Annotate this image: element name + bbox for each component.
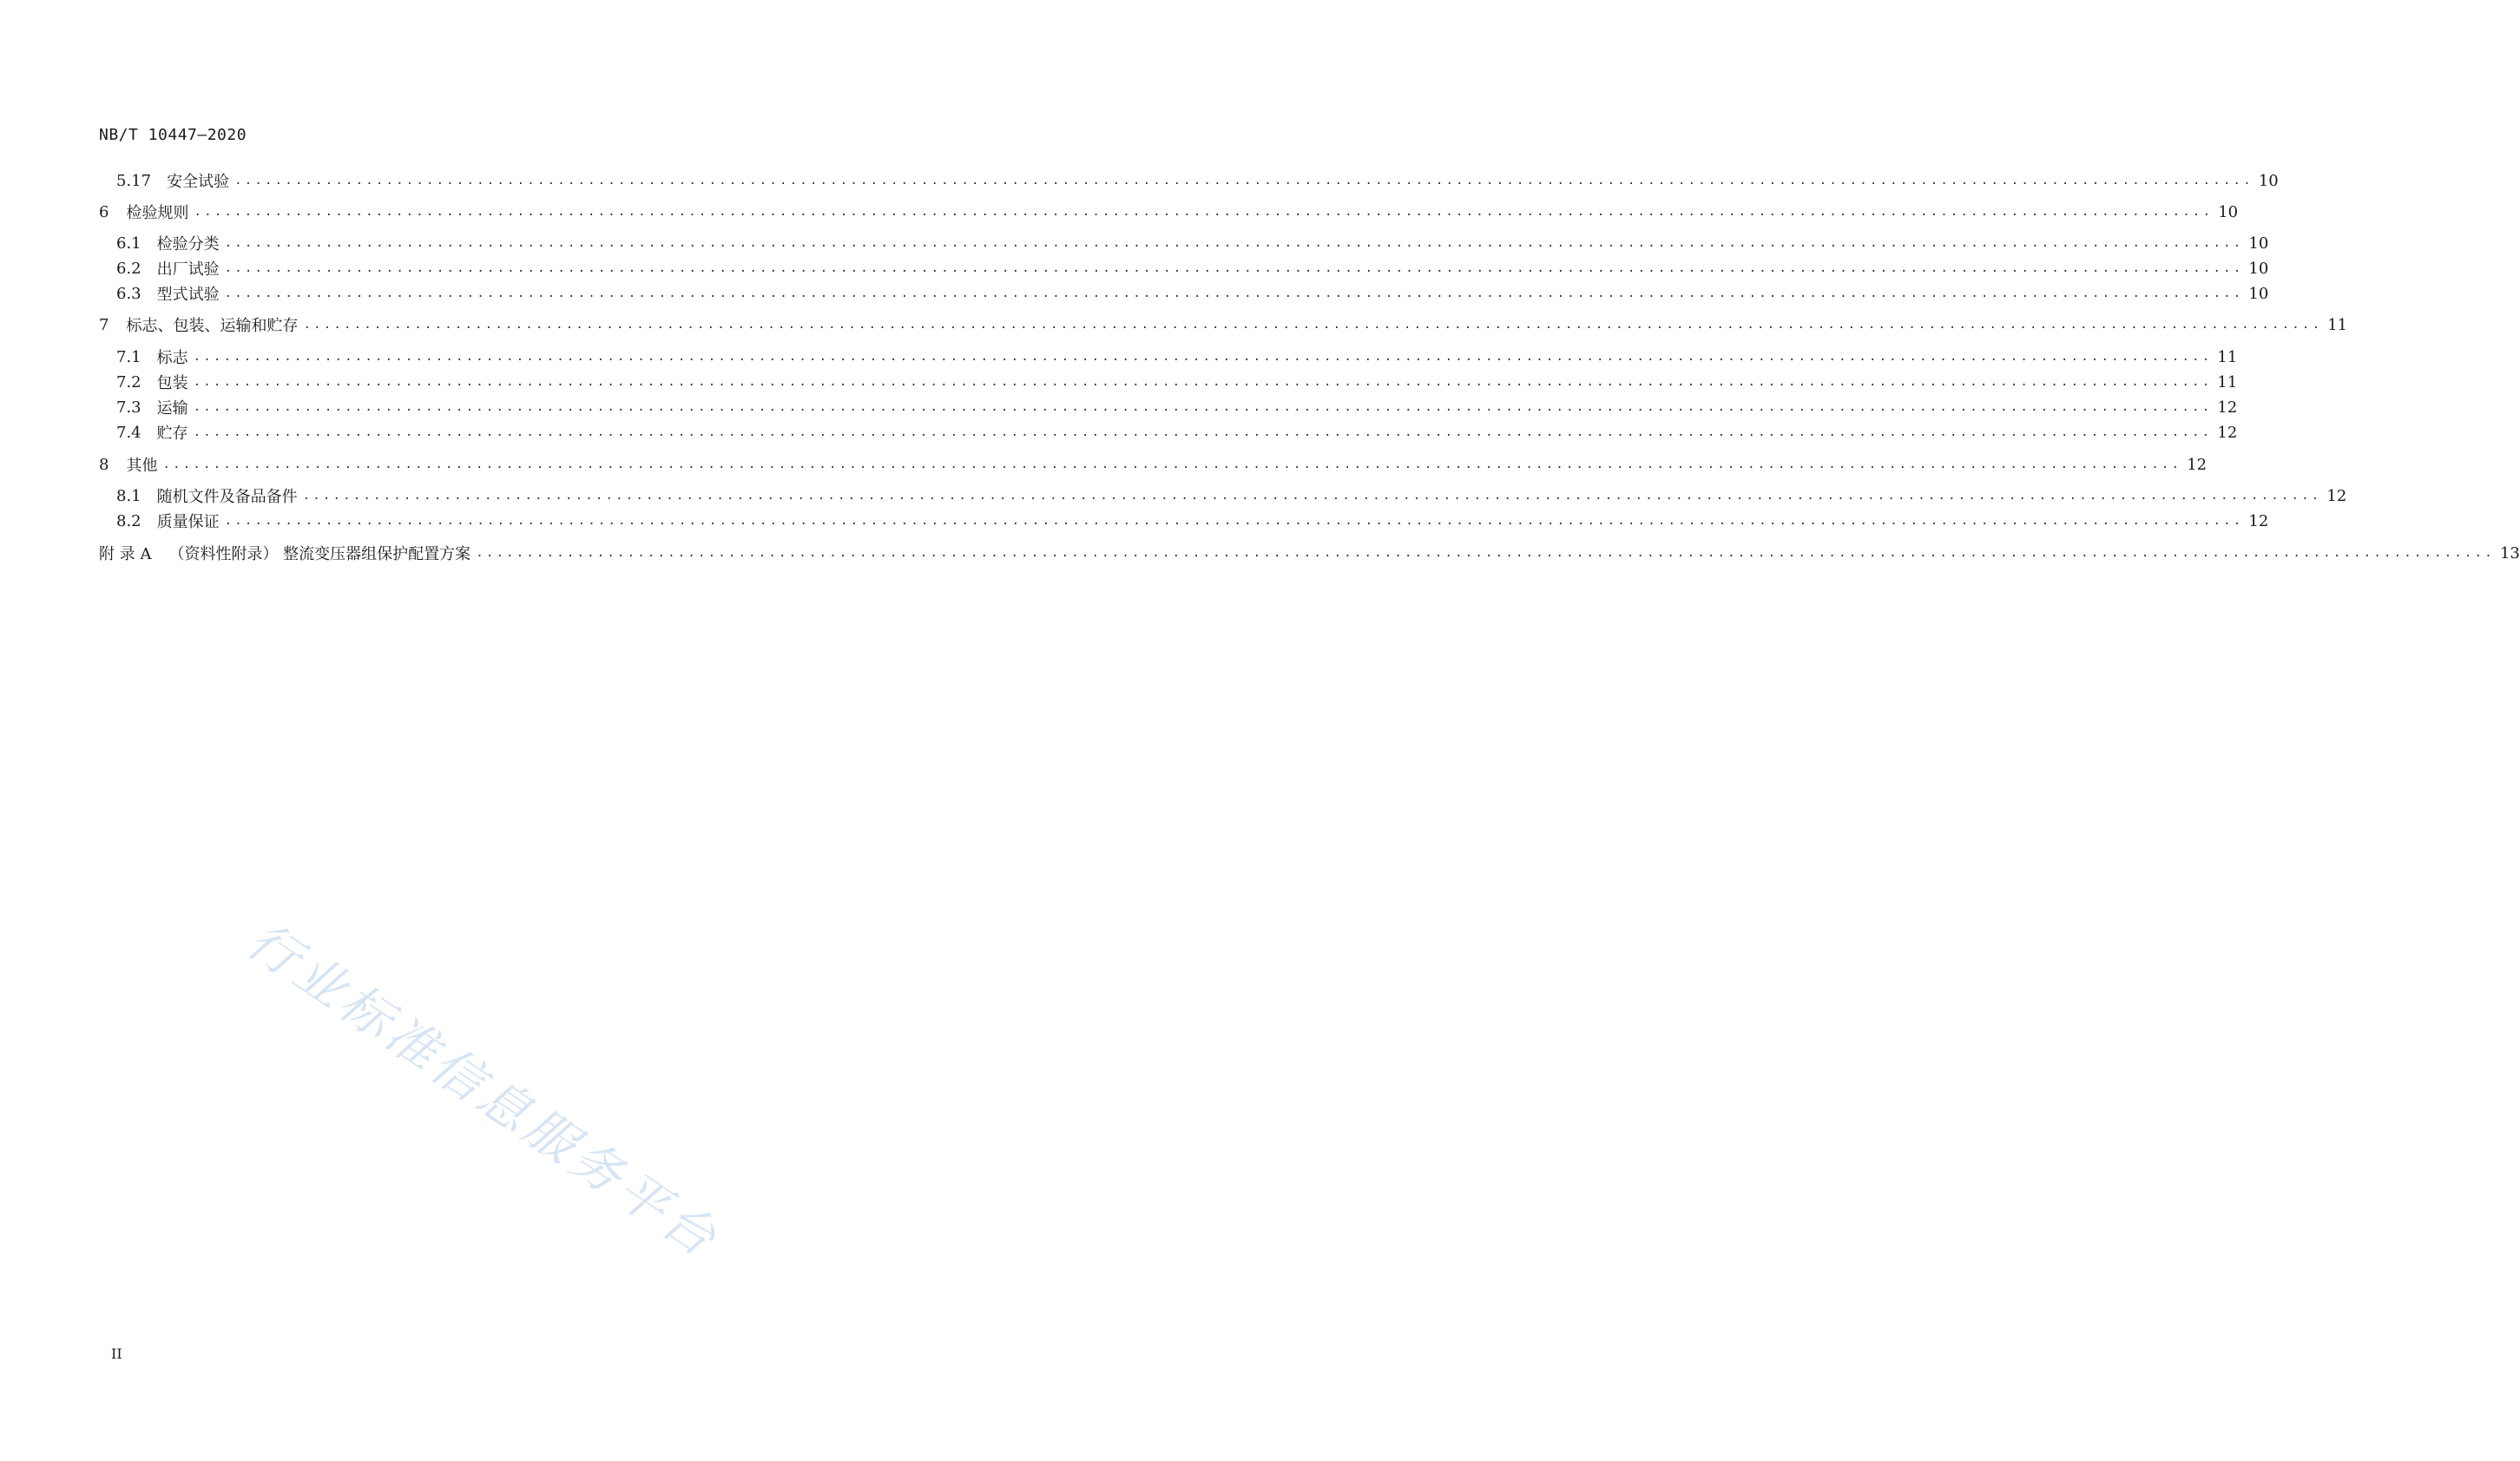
dot-leader: ........................................................................................................................................................................................................ (162, 457, 2182, 471)
dot-leader: ........................................................................................................................................................................................................ (193, 350, 2213, 364)
toc-entry-title: 标志、包装、运输和贮存 (126, 317, 299, 335)
toc-entry-number: 7.4 (116, 423, 141, 442)
dot-leader: ........................................................................................................................................................................................................ (224, 261, 2244, 275)
toc-entry-title: 随机文件及备品备件 (156, 488, 298, 506)
dot-leader: ........................................................................................................................................................................................................ (303, 318, 2323, 332)
toc-entry-title: （资料性附录） 整流变压器组保护配置方案 (168, 545, 471, 563)
dot-leader: ........................................................................................................................................................................................................ (224, 286, 2244, 300)
toc-entry-page: 10 (2258, 171, 2279, 190)
toc-entry-8-1[interactable] (99, 483, 2347, 509)
toc-entry-page: 11 (2217, 347, 2238, 366)
toc-entry-title: 运输 (156, 399, 188, 418)
toc-entry-title: 质量保证 (156, 513, 220, 531)
toc-entry-6[interactable] (99, 199, 2239, 225)
toc-entry-number: 7.1 (116, 347, 141, 366)
dot-leader: ........................................................................................................................................................................................................ (224, 514, 2244, 528)
dot-leader: ........................................................................................................................................................................................................ (476, 546, 2495, 560)
toc-entry-page: 12 (2248, 511, 2269, 530)
toc-entry-number: 6 (99, 202, 109, 221)
toc-entry-appendix-a[interactable] (99, 540, 2520, 566)
toc-entry-title: 检验分类 (156, 235, 220, 253)
toc-entry-number: 7.3 (116, 398, 141, 417)
toc-entry-page: 11 (2217, 372, 2238, 392)
toc-entry-title: 型式试验 (156, 286, 220, 304)
toc-entry-number: 5.17 (116, 171, 152, 190)
toc-entry-6-2[interactable] (99, 255, 2269, 281)
toc-entry-7-2[interactable] (99, 369, 2238, 395)
dot-leader: ........................................................................................................................................................................................................ (193, 400, 2213, 414)
toc-entry-title: 检验规则 (126, 204, 189, 222)
toc-entry-7-3[interactable] (99, 394, 2238, 420)
toc-entry-page: 12 (2217, 398, 2238, 417)
toc-entry-title: 贮存 (156, 424, 188, 443)
toc-entry-page: 10 (2218, 202, 2239, 221)
toc-entry-number: 8 (99, 455, 109, 474)
toc-entry-page: 13 (2499, 543, 2520, 563)
toc-entry-7[interactable] (99, 312, 2348, 338)
toc-entry-8[interactable] (99, 451, 2207, 477)
dot-leader: ........................................................................................................................................................................................................ (193, 375, 2213, 389)
toc-entry-number: 8.1 (116, 486, 141, 505)
toc-entry-title: 其他 (126, 457, 158, 475)
dot-leader: ........................................................................................................................................................................................................ (234, 174, 2254, 188)
watermark: 行业标准信息服务平台 (236, 910, 731, 1271)
dot-leader: ........................................................................................................................................................................................................ (224, 236, 2244, 250)
toc-entry-number: 6.1 (116, 234, 141, 253)
toc-entry-page: 12 (2187, 455, 2207, 474)
standard-number-header: NB/T 10447—2020 (99, 126, 247, 144)
dot-leader: ........................................................................................................................................................................................................ (302, 489, 2322, 503)
toc-entry-title: 包装 (156, 374, 188, 392)
toc-entry-page: 12 (2326, 486, 2347, 505)
toc-entry-title: 出厂试验 (156, 260, 220, 279)
toc-entry-page: 10 (2248, 234, 2269, 253)
toc-entry-page: 12 (2217, 423, 2238, 442)
toc-entry-page: 11 (2327, 315, 2348, 334)
toc-entry-6-3[interactable] (99, 280, 2269, 306)
dot-leader: ........................................................................................................................................................................................................ (193, 425, 2213, 439)
toc-entry-7-1[interactable] (99, 344, 2238, 370)
toc-entry-number: 8.2 (116, 511, 141, 530)
dot-leader: ........................................................................................................................................................................................................ (194, 205, 2214, 219)
toc-entry-8-2[interactable] (99, 508, 2269, 534)
toc-entry-number: 6.3 (116, 284, 141, 303)
toc-entry-7-4[interactable] (99, 419, 2238, 445)
toc-entry-5-17[interactable] (99, 168, 2279, 194)
page-number-footer: II (111, 1346, 122, 1362)
toc-entry-number: 7 (99, 315, 109, 334)
toc-entry-number: 7.2 (116, 372, 141, 392)
toc-entry-title: 标志 (156, 349, 188, 367)
toc-entry-page: 10 (2248, 284, 2269, 303)
toc-entry-page: 10 (2248, 259, 2269, 278)
toc-entry-number: 6.2 (116, 259, 141, 278)
toc-entry-6-1[interactable] (99, 230, 2269, 256)
toc-entry-number: 附 录 A (99, 545, 152, 563)
toc-entry-title: 安全试验 (167, 173, 230, 191)
